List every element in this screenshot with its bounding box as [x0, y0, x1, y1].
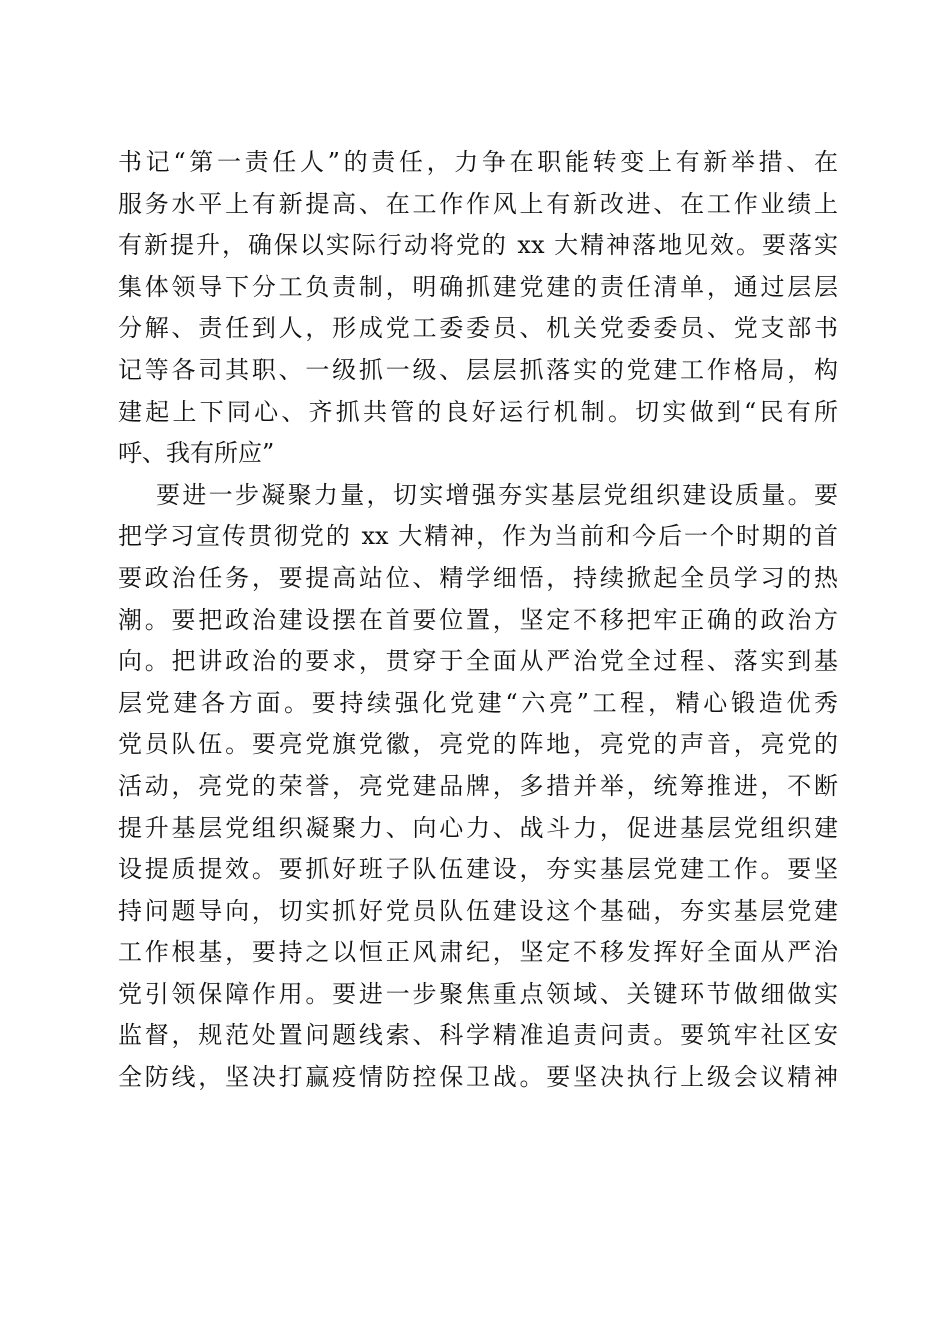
document-body	[118, 142, 838, 1099]
paragraph-line: 潮。要把政治建设摆在首要位置，坚定不移把牢正确的政治方	[118, 605, 838, 634]
paragraph-line: 工作根基，要持之以恒正风肃纪，坚定不移发挥好全面从严治	[118, 938, 838, 967]
paragraph-line: 书记“第一责任人”的责任，力争在职能转变上有新举措、在	[118, 148, 838, 176]
paragraph-line: 记等各司其职、一级抓一级、层层抓落实的党建工作格局，构	[118, 355, 838, 384]
paragraph-line: 呼、我有所应”	[118, 439, 275, 468]
paragraph-line: 提升基层党组织凝聚力、向心力、战斗力，促进基层党组织建	[118, 813, 838, 842]
paragraph-line: 党引领保障作用。要进一步聚焦重点领域、关键环节做细做实	[118, 979, 838, 1008]
paragraph-line: 把学习宣传贯彻党的 xx 大精神，作为当前和今后一个时期的首	[118, 522, 838, 551]
paragraph-line: 监督，规范处置问题线索、科学精准追责问责。要筑牢社区安	[118, 1021, 838, 1050]
paragraph-line: 有新提升，确保以实际行动将党的 xx 大精神落地见效。要落实	[118, 231, 838, 260]
paragraph-line: 服务水平上有新提高、在工作作风上有新改进、在工作业绩上	[118, 189, 838, 218]
paragraph-line: 层党建各方面。要持续强化党建“六亮”工程，精心锻造优秀	[118, 688, 838, 717]
paragraph-1	[118, 142, 838, 475]
paragraph-line: 活动，亮党的荣誉，亮党建品牌，多措并举，统筹推进，不断	[118, 771, 838, 800]
paragraph-line: 党员队伍。要亮党旗党徽，亮党的阵地，亮党的声音，亮党的	[118, 730, 838, 759]
paragraph-line: 设提质提效。要抓好班子队伍建设，夯实基层党建工作。要坚	[118, 855, 838, 884]
paragraph-line: 要政治任务，要提高站位、精学细悟，持续掀起全员学习的热	[118, 563, 838, 592]
paragraph-line: 向。把讲政治的要求，贯穿于全面从严治党全过程、落实到基	[118, 647, 838, 676]
paragraph-line: 要进一步凝聚力量，切实增强夯实基层党组织建设质量。要	[156, 480, 838, 509]
paragraph-line: 持问题导向，切实抓好党员队伍建设这个基础，夯实基层党建	[118, 896, 838, 925]
paragraph-line: 建起上下同心、齐抓共管的良好运行机制。切实做到“民有所	[118, 397, 838, 426]
paragraph-line: 分解、责任到人，形成党工委委员、机关党委委员、党支部书	[118, 314, 838, 343]
paragraph-line: 集体领导下分工负责制，明确抓建党建的责任清单，通过层层	[118, 272, 838, 301]
paragraph-2	[118, 475, 838, 1099]
paragraph-line: 全防线，坚决打赢疫情防控保卫战。要坚决执行上级会议精神	[118, 1063, 838, 1092]
